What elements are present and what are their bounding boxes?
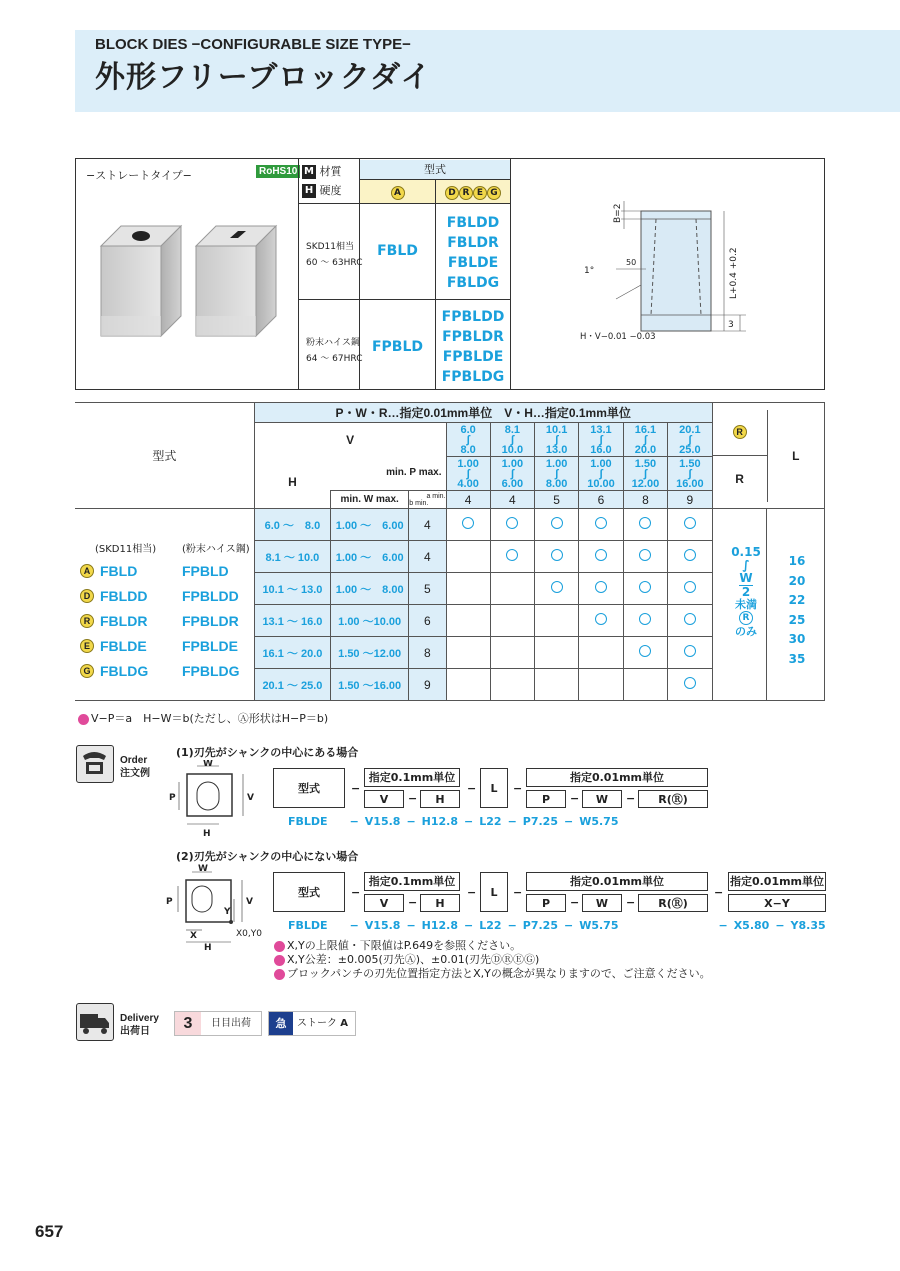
availability-cell [668, 669, 712, 701]
diag2-h: H [204, 943, 212, 952]
available-circle-icon [506, 549, 518, 561]
dim-angle-label: 1° [584, 266, 595, 276]
delivery-days-label: 日目出荷 [211, 1018, 251, 1029]
p-col-1: 1.00 ∫ 4.00 [446, 457, 490, 491]
express-icon: 急 [269, 1012, 293, 1035]
b-min: 4 [409, 509, 446, 541]
c2-r-box: R(Ⓡ) [638, 894, 708, 912]
h-range: 8.1 ～ 10.0 [254, 541, 330, 573]
material-powder: 粉末ハイス鋼 [306, 338, 360, 348]
example-part: − [406, 815, 416, 828]
hardness-powder: 64 ～ 67HRC [306, 354, 363, 364]
order-icon [76, 745, 114, 783]
hardness-label: H 硬度 [302, 182, 342, 198]
c1-dash-4: − [513, 782, 523, 795]
stock-label: ストーク A [297, 1018, 348, 1029]
c1-h-box: H [420, 790, 460, 808]
example-part: − [718, 919, 728, 932]
shape-badge: A [80, 564, 94, 578]
availability-cell [446, 541, 490, 573]
availability-cell [490, 541, 534, 573]
tip-icon [274, 969, 285, 980]
available-circle-icon [551, 581, 563, 593]
left-head-powder: (粉末ハイス鋼) [182, 544, 250, 555]
table-footnote: V−P＝a H−W＝b(ただし、Ⓐ形状はH−P＝b) [78, 710, 328, 726]
l-value: 25 [788, 612, 806, 627]
case1-diagram [165, 760, 260, 845]
v-col-1: 6.0 ∫ 8.0 [446, 423, 490, 457]
w-range: 1.00 ～ 6.00 [331, 509, 409, 541]
delivery-days-box [174, 1011, 262, 1036]
c1-unit01-box: 指定0.1mm単位 [364, 768, 460, 787]
example-part: − [563, 919, 574, 932]
availability-cell [490, 573, 534, 605]
model-variant-row [80, 583, 260, 608]
header-title: 外形フリーブロックダイ [95, 60, 432, 95]
diag2-w: W [198, 864, 208, 874]
diag2-origin: X0,Y0 [236, 929, 262, 939]
rl-header: R R L [712, 403, 824, 509]
b-min: 4 [409, 541, 446, 573]
c2-w-box: W [582, 894, 622, 912]
availability-cell [668, 541, 712, 573]
order-label: Order 注文例 [120, 755, 150, 779]
diag1-w: W [203, 760, 213, 769]
availability-cell [446, 669, 490, 701]
c2-dash-5: − [570, 896, 580, 909]
c1-dash-1: − [351, 782, 361, 795]
h-header: H [254, 457, 330, 509]
c2-unit001b-box: 指定0.01mm単位 [728, 872, 826, 891]
delivery-days: 3 [175, 1012, 201, 1035]
example2 [288, 919, 832, 932]
b-min: 5 [409, 573, 446, 605]
example-part: − [464, 815, 474, 828]
technical-drawing [576, 189, 786, 359]
header-subtitle: BLOCK DIES −CONFIGURABLE SIZE TYPE− [95, 36, 411, 53]
availability-cell [535, 541, 579, 573]
c2-dash-3: − [467, 886, 477, 899]
material-label: M 材質 [302, 163, 342, 179]
p-col-3: 1.00 ∫ 8.00 [535, 457, 579, 491]
availability-cell [446, 637, 490, 669]
available-circle-icon [595, 581, 607, 593]
l-value: 22 [788, 593, 806, 607]
availability-cell [535, 669, 579, 701]
a-col-4: 6 [579, 491, 623, 509]
c2-xy-box: X−Y [728, 894, 826, 912]
a-col-5: 8 [623, 491, 667, 509]
material-skd11: SKD11相当 [306, 242, 354, 252]
case1-title: (1)刃先がシャンクの中心にある場合 [176, 746, 359, 759]
h-range: 10.1 ～ 13.0 [254, 573, 330, 605]
example-part: V15.8 [364, 919, 401, 932]
order-notes: X,Yの上限値・下限値はP.649を参照ください。 X,Y公差：±0.005(刃先Ⓐ)、±0.01(刃先ⒹⓇⒺⒼ) ブロックパンチの刃先位置指定方法とX,Yの概念が異なりますので、ご注意ください。 [274, 939, 711, 981]
c2-unit01-box: 指定0.1mm単位 [364, 872, 460, 891]
w-header: min. W max. [331, 491, 409, 509]
c1-dash-3: − [467, 782, 477, 795]
available-circle-icon [551, 549, 563, 561]
model-header: 型式 [360, 160, 510, 179]
c2-dash-1: − [351, 886, 361, 899]
a-col-1: 4 [446, 491, 490, 509]
example1 [288, 815, 624, 828]
c2-unit001-box: 指定0.01mm単位 [526, 872, 708, 891]
w-range: 1.00 ～ 8.00 [331, 573, 409, 605]
c2-l-box: L [480, 872, 508, 912]
example-part: L22 [479, 815, 502, 828]
example-part: P7.25 [522, 815, 558, 828]
c2-dash-7: − [714, 886, 724, 899]
v-col-4: 13.1 ∫ 16.0 [579, 423, 623, 457]
availability-cell [579, 637, 623, 669]
model-skd11: FBLDE [100, 637, 147, 654]
dim-l-label: L+0.4 +0.2 [729, 247, 739, 299]
model-powder: FPBLDG [182, 662, 240, 679]
p-col-4: 1.00 ∫ 10.00 [579, 457, 623, 491]
example-part: X5.80 [733, 919, 770, 932]
model-variant-row [80, 633, 260, 658]
b-min: 6 [409, 605, 446, 637]
available-circle-icon [639, 645, 651, 657]
delivery-label: Delivery 出荷日 [120, 1013, 159, 1037]
diag1-v: V [247, 793, 254, 803]
model-powder: FPBLDE [182, 637, 238, 654]
c1-unit001-box: 指定0.01mm単位 [526, 768, 708, 787]
example-part: − [775, 919, 785, 932]
col-dreg-header: D R E G [436, 180, 510, 203]
available-circle-icon [684, 581, 696, 593]
model-variant-row [80, 558, 260, 583]
dim-3-label: 3 [728, 320, 734, 330]
availability-cell [579, 541, 623, 573]
tip-icon [274, 941, 285, 952]
c1-v-box: V [364, 790, 404, 808]
availability-cell [535, 573, 579, 605]
model-header-cell: 型式 [75, 403, 254, 509]
model-fbld: FBLD [377, 243, 418, 259]
p-header: min. P max. [331, 457, 447, 491]
models-fpbld-variants: FPBLDD FPBLDR FPBLDE FPBLDG [441, 309, 505, 385]
available-circle-icon [639, 549, 651, 561]
example-part: − [349, 815, 359, 828]
example-part: V15.8 [364, 815, 401, 828]
model-skd11: FBLDG [100, 662, 149, 679]
l-values [772, 552, 822, 669]
type-label: −ストレートタイプ− [86, 169, 192, 182]
p-col-5: 1.50 ∫ 12.00 [623, 457, 667, 491]
h-range: 20.1 ～ 25.0 [254, 669, 330, 701]
tip-icon [78, 714, 89, 725]
a-col-3: 5 [535, 491, 579, 509]
example-part: L22 [479, 919, 502, 932]
p-col-2: 1.00 ∫ 6.00 [490, 457, 534, 491]
model-powder: FPBLDR [182, 612, 239, 629]
model-powder: FPBLD [182, 562, 229, 579]
c1-l-box: L [480, 768, 508, 808]
w-range: 1.50 ～12.00 [331, 637, 409, 669]
c2-dash-2: − [408, 896, 418, 909]
availability-cell [623, 669, 667, 701]
availability-cell [490, 509, 534, 541]
availability-cell [579, 573, 623, 605]
c1-p-box: P [526, 790, 566, 808]
v-col-5: 16.1 ∫ 20.0 [623, 423, 667, 457]
available-circle-icon [639, 581, 651, 593]
unit-note: P・W・R…指定0.01mm単位 V・H…指定0.1mm単位 [254, 403, 712, 423]
example-part: − [507, 919, 517, 932]
dim-hv-label: H・V−0.01 −0.03 [580, 332, 656, 342]
shape-badge: D [80, 589, 94, 603]
r-value: 0.15 ∫ W 2 未満 R のみ [731, 545, 761, 638]
example-part: − [464, 919, 474, 932]
c1-dash-2: − [408, 792, 418, 805]
availability-cell [623, 509, 667, 541]
left-head-skd11: (SKD11相当) [95, 544, 157, 555]
c2-h-box: H [420, 894, 460, 912]
available-circle-icon [684, 645, 696, 657]
ab-header: a min. b min. [409, 492, 446, 507]
l-value: 16 [788, 554, 806, 568]
availability-cell [668, 573, 712, 605]
available-circle-icon [595, 549, 607, 561]
a-col-6: 9 [668, 491, 712, 509]
l-value: 35 [788, 651, 806, 666]
example-part: P7.25 [522, 919, 558, 932]
diag2-y: Y [224, 907, 231, 917]
availability-cell [668, 605, 712, 637]
availability-cell [623, 573, 667, 605]
example-part: FBLDE [288, 919, 328, 932]
available-circle-icon [595, 613, 607, 625]
example-part: H12.8 [421, 815, 459, 828]
diag2-p: P [166, 897, 173, 907]
example-part: FBLDE [288, 815, 328, 828]
example-part: W5.75 [579, 919, 619, 932]
available-circle-icon [639, 613, 651, 625]
v-col-2: 8.1 ∫ 10.0 [490, 423, 534, 457]
available-circle-icon [506, 517, 518, 529]
col-a-header: A [360, 180, 435, 203]
product-box [75, 158, 825, 390]
model-skd11: FBLD [100, 562, 138, 579]
case2-title: (2)刃先がシャンクの中心にない場合 [176, 850, 359, 863]
h-range: 6.0 ～ 8.0 [254, 509, 330, 541]
availability-cell [446, 573, 490, 605]
availability-cell [623, 605, 667, 637]
h-range: 13.1 ～ 16.0 [254, 605, 330, 637]
diag1-h: H [203, 829, 211, 839]
v-header: V [254, 423, 446, 457]
a-col-2: 4 [490, 491, 534, 509]
shape-badge: G [80, 664, 94, 678]
l-value: 30 [788, 632, 806, 646]
c1-r-box: R(Ⓡ) [638, 790, 708, 808]
w-range: 1.00 ～ 6.00 [331, 541, 409, 573]
example-part: Y8.35 [790, 919, 826, 932]
case2-diagram [160, 862, 275, 952]
available-circle-icon [684, 517, 696, 529]
left-model-list [80, 558, 260, 683]
available-circle-icon [462, 517, 474, 529]
l-value: 20 [788, 573, 806, 588]
availability-cell [446, 509, 490, 541]
rohs-badge: RoHS10 [256, 165, 300, 178]
availability-cell [668, 509, 712, 541]
model-powder: FPBLDD [182, 587, 239, 604]
c2-dash-4: − [513, 886, 523, 899]
delivery-truck-icon [76, 1003, 114, 1041]
tip-icon [274, 955, 285, 966]
availability-cell [490, 669, 534, 701]
c2-v-box: V [364, 894, 404, 912]
c1-dash-5: − [570, 792, 580, 805]
model-variant-row [80, 658, 260, 683]
availability-cell [490, 605, 534, 637]
availability-cell [535, 509, 579, 541]
c1-model-box: 型式 [273, 768, 345, 808]
models-fbld-variants: FBLDD FBLDR FBLDE FBLDG [446, 215, 500, 291]
example-part: − [563, 815, 574, 828]
availability-cell [535, 605, 579, 637]
diag1-p: P [169, 793, 176, 803]
dim-b-label: B=2 [613, 203, 623, 223]
availability-cell [535, 637, 579, 669]
c1-w-box: W [582, 790, 622, 808]
v-col-6: 20.1 ∫ 25.0 [668, 423, 712, 457]
availability-cell [579, 669, 623, 701]
available-circle-icon [595, 517, 607, 529]
b-min: 9 [409, 669, 446, 701]
example-part: H12.8 [421, 919, 459, 932]
page-number: 657 [35, 1222, 64, 1241]
model-skd11: FBLDR [100, 612, 148, 629]
p-col-6: 1.50 ∫ 16.00 [668, 457, 712, 491]
shape-badge: R [80, 614, 94, 628]
stock-box [268, 1011, 356, 1036]
h-range: 16.1 ～ 20.0 [254, 637, 330, 669]
diag2-v: V [246, 897, 253, 907]
model-skd11: FBLDD [100, 587, 148, 604]
c1-dash-6: − [626, 792, 636, 805]
shape-badge: E [80, 639, 94, 653]
model-variant-row [80, 608, 260, 633]
c2-dash-6: − [626, 896, 636, 909]
c2-p-box: P [526, 894, 566, 912]
available-circle-icon [639, 517, 651, 529]
availability-cell [668, 637, 712, 669]
availability-cell [446, 605, 490, 637]
dim-r-label: 50 [626, 258, 637, 267]
diag2-x: X [190, 931, 197, 941]
block-dies-image [96, 221, 296, 341]
availability-cell [579, 509, 623, 541]
example-part: − [507, 815, 517, 828]
w-range: 1.50 ～16.00 [331, 669, 409, 701]
availability-cell [579, 605, 623, 637]
availability-cell [623, 541, 667, 573]
w-range: 1.00 ～10.00 [331, 605, 409, 637]
spec-row [75, 509, 825, 541]
available-circle-icon [684, 677, 696, 689]
available-circle-icon [684, 549, 696, 561]
example-part: − [349, 919, 359, 932]
hardness-skd11: 60 ～ 63HRC [306, 258, 363, 268]
b-min: 8 [409, 637, 446, 669]
available-circle-icon [551, 517, 563, 529]
available-circle-icon [684, 613, 696, 625]
availability-cell [623, 637, 667, 669]
availability-cell [490, 637, 534, 669]
example-part: − [406, 919, 416, 932]
model-fpbld: FPBLD [371, 339, 424, 355]
example-part: W5.75 [579, 815, 619, 828]
v-col-3: 10.1 ∫ 13.0 [535, 423, 579, 457]
c2-model-box: 型式 [273, 872, 345, 912]
